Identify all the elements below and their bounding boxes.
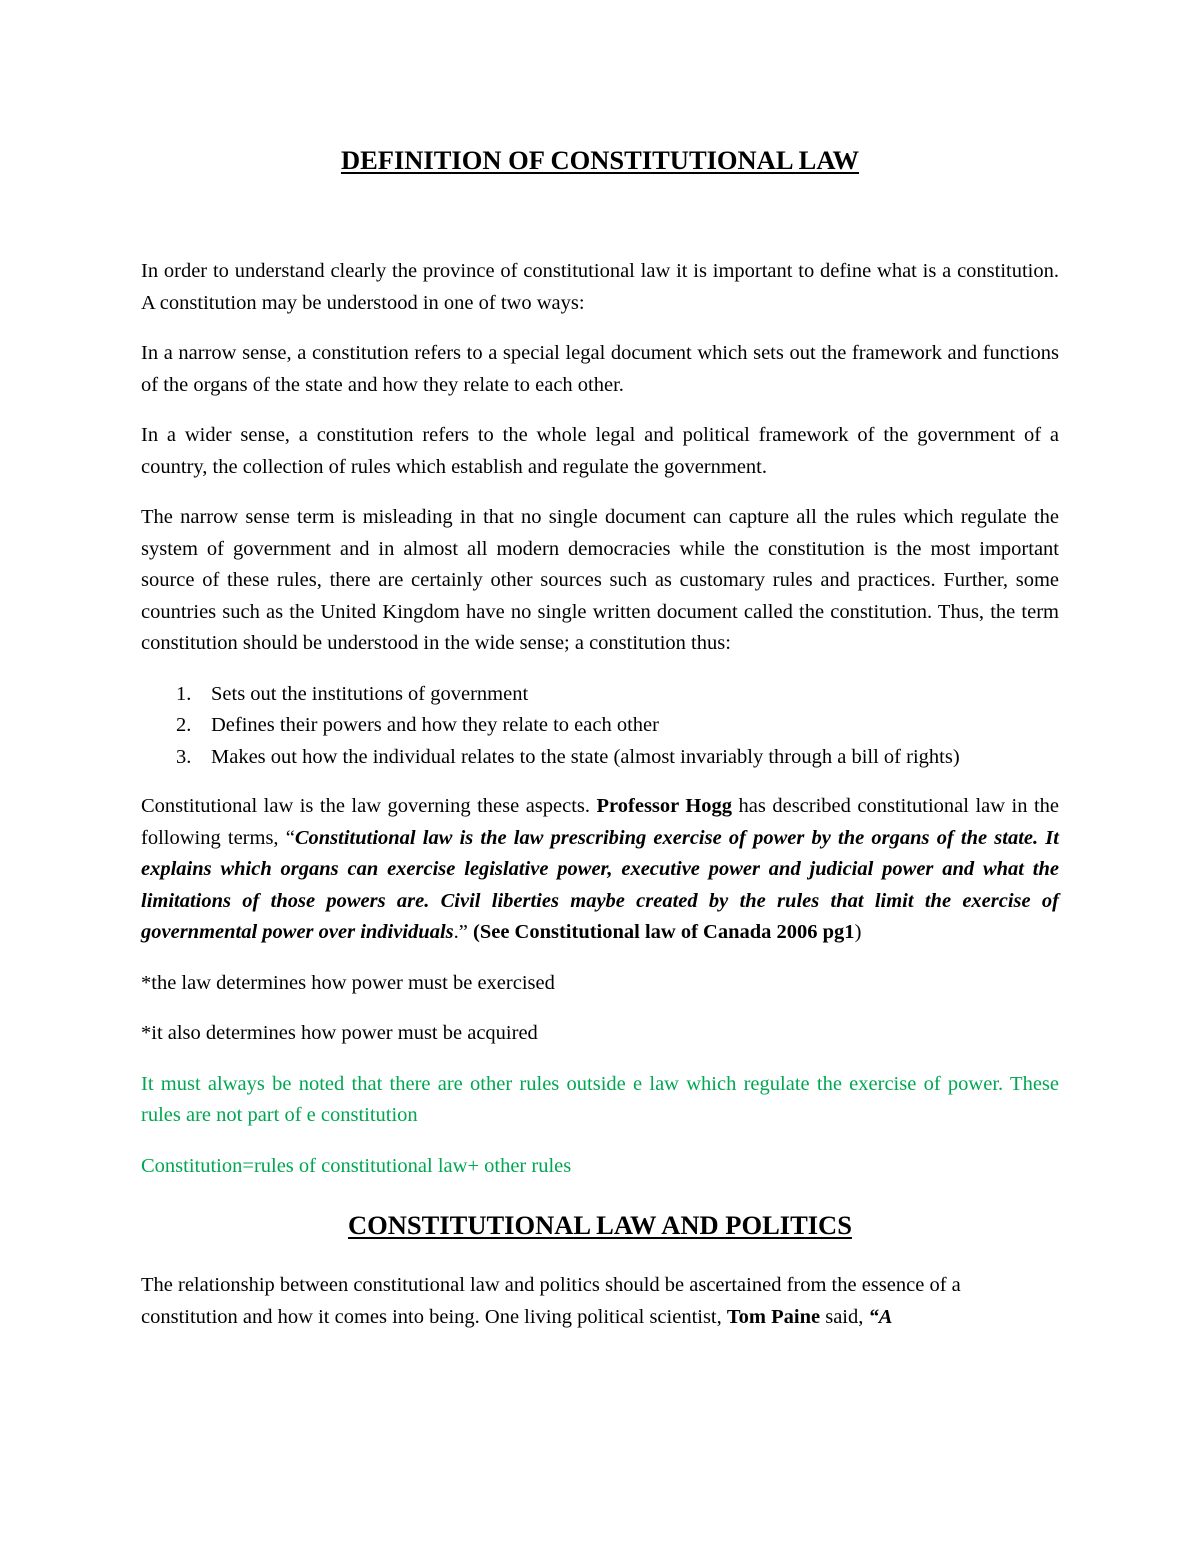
list-item-number: 3. bbox=[176, 745, 192, 768]
list-item bbox=[141, 710, 1059, 742]
heading-definition: DEFINITION OF CONSTITUTIONAL LAW bbox=[340, 145, 860, 175]
list-item-number: 1. bbox=[176, 682, 192, 705]
reference-citation: See Constitutional law of Canada 2006 pg1 bbox=[479, 921, 855, 943]
constitution-functions-list bbox=[141, 679, 1059, 774]
note-constitution-formula: Constitution=rules of constitutional law+ other rules bbox=[141, 1154, 572, 1177]
person-name: Tom Paine bbox=[726, 1305, 821, 1328]
list-item bbox=[141, 742, 1059, 774]
quote-start: “A bbox=[868, 1305, 893, 1328]
hogg-quote: Constitutional law is the law prescribing exercise of power by the organs of the state. It explains which organs can exercise legislative power, executive power and judicial power and what the limitations of those powers are. Civil liberties maybe created by the rules that limit the exercise of governmental power over individuals bbox=[141, 826, 1059, 943]
reference-close: ) bbox=[854, 921, 862, 943]
note-other-rules: It must always be noted that there are other rules outside e law which regulate the exercise of power. These rules are not part of e constitution bbox=[141, 1072, 1059, 1126]
hogg-intro-text: Constitutional law is the law governing these aspects. bbox=[141, 795, 597, 817]
heading-law-and-politics: CONSTITUTIONAL LAW AND POLITICS bbox=[348, 1210, 852, 1240]
document-content bbox=[141, 140, 1059, 1333]
list-item-number: 2. bbox=[176, 714, 192, 736]
list-item-text: Defines their powers and how they relate to each other bbox=[211, 714, 659, 736]
paragraph-law-politics bbox=[141, 1270, 1059, 1333]
list-item bbox=[141, 679, 1059, 711]
list-item-text: Sets out the institutions of government bbox=[211, 682, 529, 705]
law-politics-text: The relationship between constitutional law and politics should be ascertained from the essence of a constitution and how it comes into being. One living political scientist, bbox=[141, 1274, 961, 1328]
paragraph-wider-sense: In a wider sense, a constitution refers to the whole legal and political framework of the government of a country, the collection of rules which establish and regulate the government. bbox=[141, 424, 1059, 478]
said-text: said, bbox=[820, 1305, 869, 1328]
author-name: Professor Hogg bbox=[596, 795, 733, 817]
list-item-text: Makes out how the individual relates to the state (almost invariably through a bill of rights) bbox=[211, 745, 960, 768]
note-acquire: *it also determines how power must be acquired bbox=[141, 1022, 538, 1044]
hogg-mid-text: has described constitutional law in the following terms, “ bbox=[141, 795, 1060, 849]
paragraph-misleading: The narrow sense term is misleading in that no single document can capture all the rules which regulate the system of government and in almost all modern democracies while the constitution is the most important source of these rules, there are certainly other sources such as customary rules and practices. Further, some countries such as the United Kingdom have no single written document called the constitution. Thus, the term constitution should be understood in the wide sense; a constitution thus: bbox=[141, 506, 1059, 654]
paragraph-intro: In order to understand clearly the province of constitutional law it is important to define what is a constitution. A constitution may be understood in one of two ways: bbox=[141, 260, 1059, 314]
paragraph-hogg-definition bbox=[141, 791, 1059, 949]
paragraph-narrow-sense: In a narrow sense, a constitution refers to a special legal document which sets out the framework and functions of the organs of the state and how they relate to each other. bbox=[141, 342, 1059, 396]
reference-open: ( bbox=[472, 921, 480, 943]
note-exercise: *the law determines how power must be exercised bbox=[141, 971, 555, 994]
quote-close: .” bbox=[453, 921, 473, 943]
